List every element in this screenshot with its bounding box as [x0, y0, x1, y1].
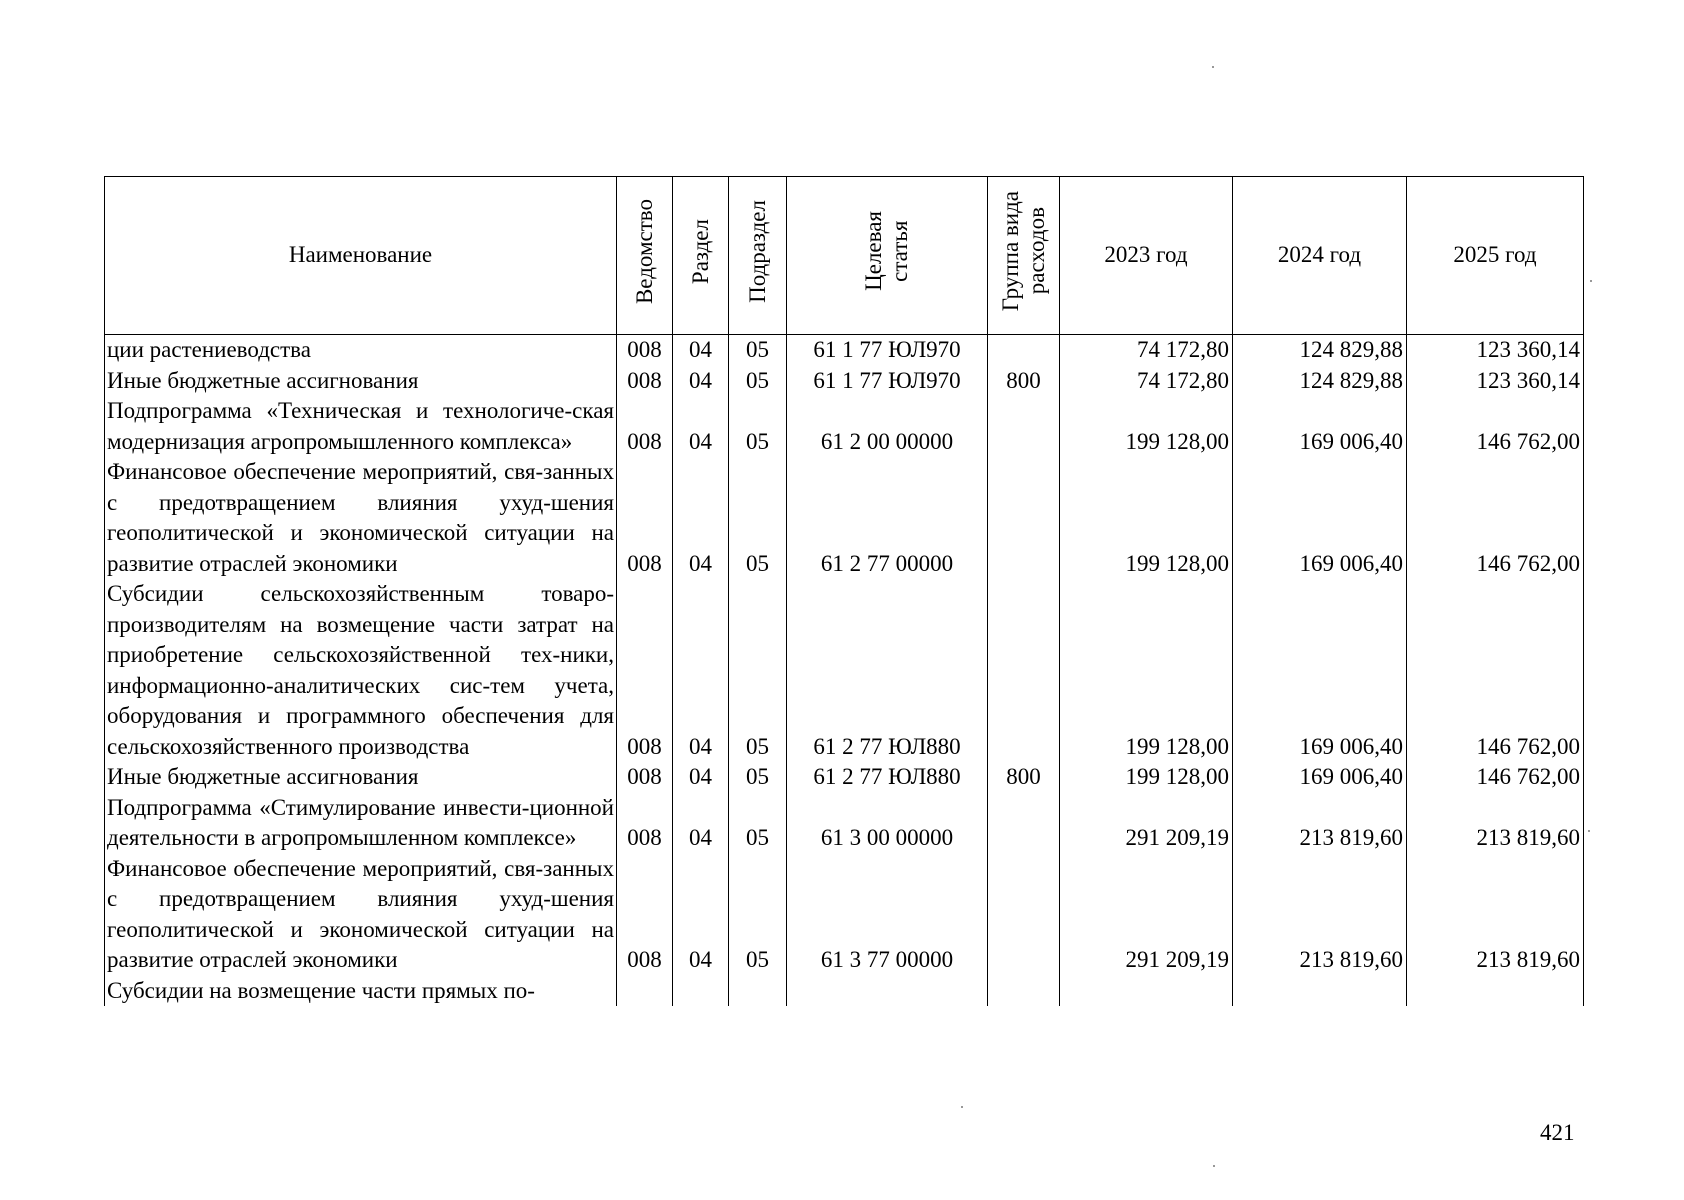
row-target-article: 61 1 77 ЮЛ970 [787, 335, 988, 366]
budget-table [104, 176, 1584, 1006]
row-2023 [1060, 976, 1233, 1007]
row-2024: 169 006,40 [1233, 762, 1407, 793]
header-department: Ведомство [617, 177, 673, 335]
table-row [105, 396, 1584, 457]
row-expense-group [988, 457, 1060, 579]
row-section: 04 [673, 762, 729, 793]
table-row [105, 762, 1584, 793]
row-subsection: 05 [729, 762, 787, 793]
row-2024: 169 006,40 [1233, 396, 1407, 457]
table-row [105, 793, 1584, 854]
row-2024 [1233, 976, 1407, 1007]
header-expense-group: Группа вида расходов [988, 177, 1060, 335]
row-name: Субсидии на возмещение части прямых по- [105, 976, 617, 1007]
row-expense-group: 800 [988, 762, 1060, 793]
row-section: 04 [673, 579, 729, 762]
header-2024: 2024 год [1233, 177, 1407, 335]
row-subsection: 05 [729, 854, 787, 976]
row-section: 04 [673, 854, 729, 976]
row-2025: 213 819,60 [1407, 793, 1584, 854]
header-section: Раздел [673, 177, 729, 335]
row-2025: 123 360,14 [1407, 335, 1584, 366]
scan-speck [1213, 1165, 1215, 1167]
row-target-article: 61 3 00 00000 [787, 793, 988, 854]
row-subsection: 05 [729, 793, 787, 854]
scan-speck [961, 1106, 963, 1108]
row-subsection [729, 976, 787, 1007]
header-name: Наименование [105, 177, 617, 335]
row-department: 008 [617, 366, 673, 397]
row-2024: 213 819,60 [1233, 854, 1407, 976]
row-expense-group [988, 579, 1060, 762]
row-department: 008 [617, 579, 673, 762]
row-subsection: 05 [729, 396, 787, 457]
page-number: 421 [1540, 1120, 1575, 1145]
row-department: 008 [617, 457, 673, 579]
row-subsection: 05 [729, 579, 787, 762]
row-target-article [787, 976, 988, 1007]
row-2023: 199 128,00 [1060, 762, 1233, 793]
row-2025: 146 762,00 [1407, 396, 1584, 457]
row-subsection: 05 [729, 335, 787, 366]
row-department: 008 [617, 335, 673, 366]
row-target-article: 61 2 77 ЮЛ880 [787, 762, 988, 793]
row-2024: 213 819,60 [1233, 793, 1407, 854]
row-2025 [1407, 976, 1584, 1007]
row-2025: 146 762,00 [1407, 579, 1584, 762]
row-department [617, 976, 673, 1007]
row-2023: 199 128,00 [1060, 457, 1233, 579]
row-section: 04 [673, 396, 729, 457]
row-section: 04 [673, 457, 729, 579]
row-department: 008 [617, 396, 673, 457]
row-name: Подпрограмма «Стимулирование инвести-ционной деятельности в агропромышленном комплексе» [105, 793, 617, 854]
row-subsection: 05 [729, 457, 787, 579]
row-name: Иные бюджетные ассигнования [105, 366, 617, 397]
row-section: 04 [673, 335, 729, 366]
header-subsection: Подраздел [729, 177, 787, 335]
header-2025: 2025 год [1407, 177, 1584, 335]
row-department: 008 [617, 762, 673, 793]
table-row [105, 579, 1584, 762]
row-2023: 199 128,00 [1060, 396, 1233, 457]
row-expense-group [988, 976, 1060, 1007]
row-name: Финансовое обеспечение мероприятий, свя-занных с предотвращением влияния ухуд-шения геополитической и экономической ситуации на развитие отраслей экономики [105, 854, 617, 976]
table-row [105, 854, 1584, 976]
header-2023: 2023 год [1060, 177, 1233, 335]
row-section: 04 [673, 793, 729, 854]
row-2024: 124 829,88 [1233, 335, 1407, 366]
row-department: 008 [617, 793, 673, 854]
row-2024: 124 829,88 [1233, 366, 1407, 397]
row-expense-group [988, 335, 1060, 366]
row-name: Субсидии сельскохозяйственным товаро-производителям на возмещение части затрат на приобретение сельскохозяйственной тех-ники, информационно-аналитических сис-тем учета, оборудования и программного обеспечения для сельскохозяйственного производства [105, 579, 617, 762]
table-row [105, 457, 1584, 579]
row-2025: 213 819,60 [1407, 854, 1584, 976]
row-target-article: 61 2 77 ЮЛ880 [787, 579, 988, 762]
row-2025: 123 360,14 [1407, 366, 1584, 397]
row-2023: 199 128,00 [1060, 579, 1233, 762]
row-2023: 74 172,80 [1060, 335, 1233, 366]
table-row [105, 976, 1584, 1007]
row-2023: 291 209,19 [1060, 854, 1233, 976]
row-department: 008 [617, 854, 673, 976]
row-expense-group: 800 [988, 366, 1060, 397]
row-target-article: 61 2 00 00000 [787, 396, 988, 457]
row-name: Подпрограмма «Техническая и технологиче-ская модернизация агропромышленного комплекса» [105, 396, 617, 457]
row-2025: 146 762,00 [1407, 457, 1584, 579]
table-row [105, 335, 1584, 366]
row-name: ции растениеводства [105, 335, 617, 366]
row-section [673, 976, 729, 1007]
row-2024: 169 006,40 [1233, 579, 1407, 762]
row-expense-group [988, 854, 1060, 976]
row-name: Финансовое обеспечение мероприятий, свя-занных с предотвращением влияния ухуд-шения геополитической и экономической ситуации на развитие отраслей экономики [105, 457, 617, 579]
table-header-row [105, 177, 1584, 335]
row-2023: 291 209,19 [1060, 793, 1233, 854]
row-target-article: 61 2 77 00000 [787, 457, 988, 579]
row-2023: 74 172,80 [1060, 366, 1233, 397]
scan-speck [1590, 280, 1592, 282]
row-section: 04 [673, 366, 729, 397]
header-target-article: Целевая статья [787, 177, 988, 335]
row-expense-group [988, 396, 1060, 457]
scan-speck [1588, 830, 1590, 832]
scan-speck [1212, 66, 1214, 68]
row-subsection: 05 [729, 366, 787, 397]
row-expense-group [988, 793, 1060, 854]
row-target-article: 61 1 77 ЮЛ970 [787, 366, 988, 397]
row-2024: 169 006,40 [1233, 457, 1407, 579]
row-name: Иные бюджетные ассигнования [105, 762, 617, 793]
row-target-article: 61 3 77 00000 [787, 854, 988, 976]
row-2025: 146 762,00 [1407, 762, 1584, 793]
table-row [105, 366, 1584, 397]
